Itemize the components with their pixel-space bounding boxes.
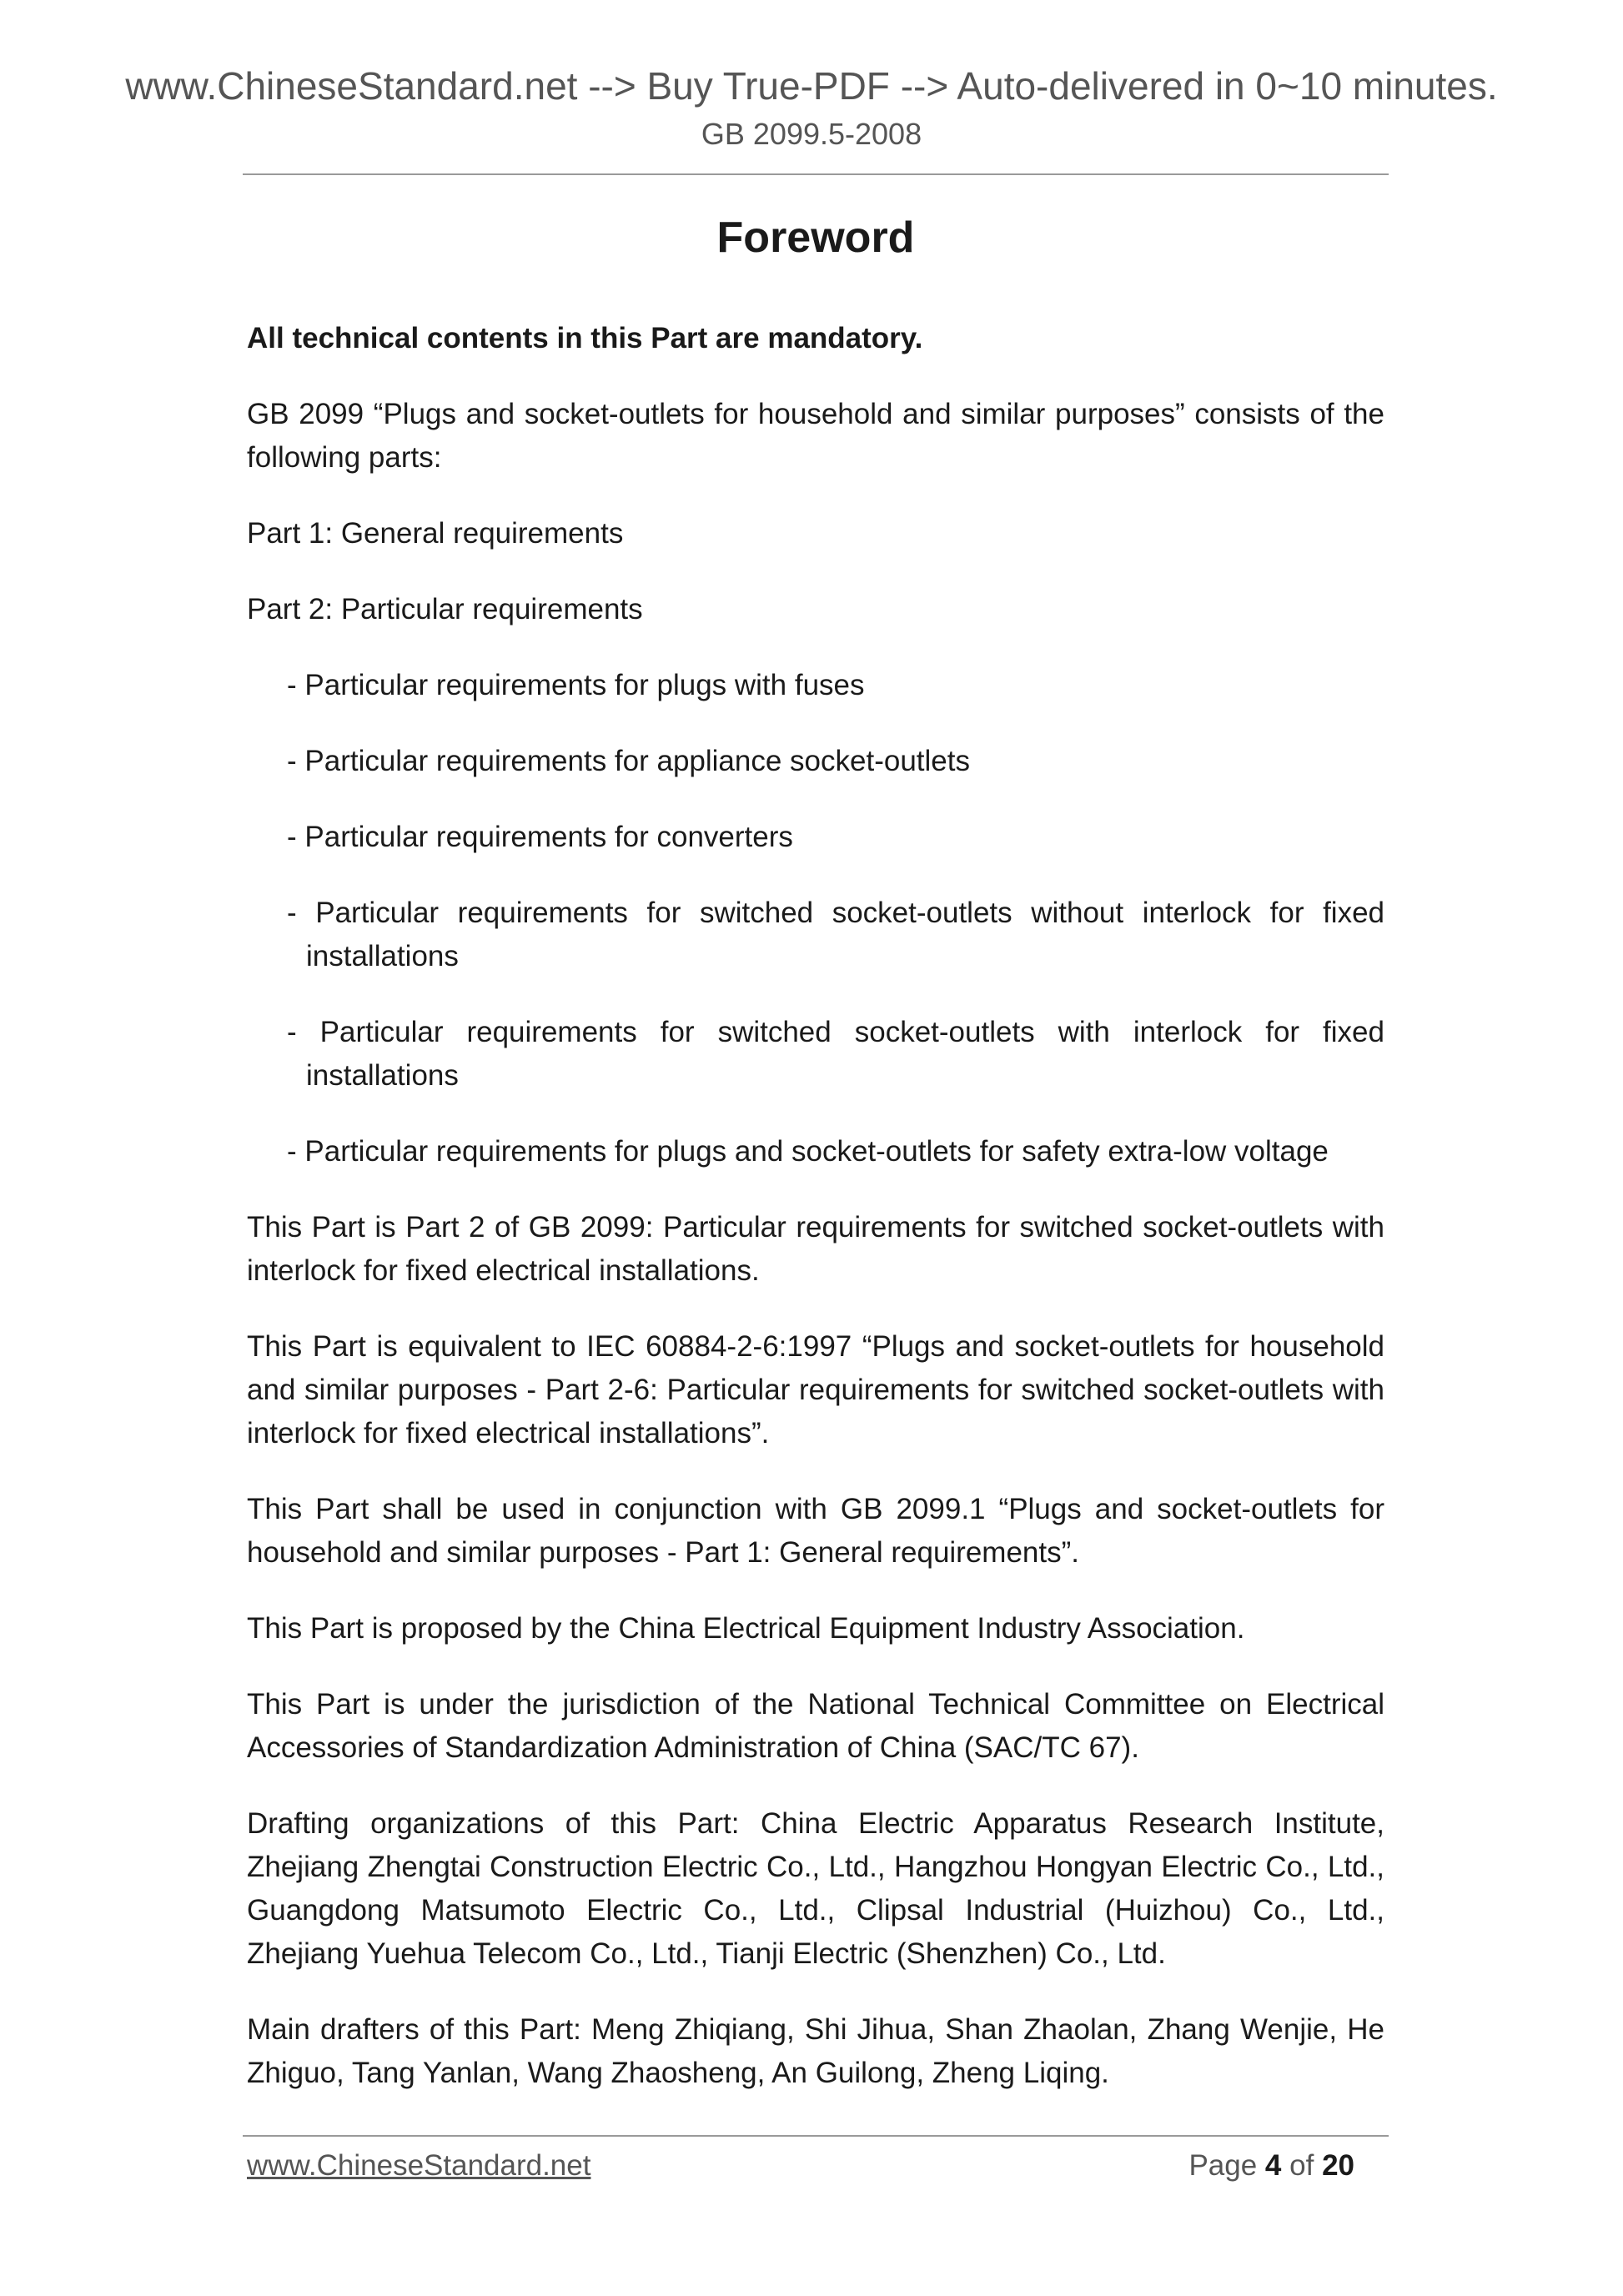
body-paragraph: Main drafters of this Part: Meng Zhiqiang, Shi Jihua, Shan Zhaolan, Zhang Wenjie, He Zhiguo, Tang Yanlan, Wang Zhaosheng, An Guilong, Zheng Liqing. xyxy=(247,2013,1384,2089)
total-pages: 20 xyxy=(1322,2149,1354,2182)
part-2-line: Part 2: Particular requirements xyxy=(247,593,643,625)
mandatory-statement: All technical contents in this Part are mandatory. xyxy=(247,322,923,354)
page-of-label: of xyxy=(1289,2149,1314,2182)
body-paragraph: This Part is equivalent to IEC 60884-2-6:1997 “Plugs and socket-outlets for household and similar purposes - Part 2-6: Particular requirements for switched socket-outlets with interlock for fixed electrical installations”. xyxy=(247,1330,1384,1449)
page-number xyxy=(1188,2149,1354,2183)
bullet-item: - Particular requirements for switched socket-outlets without interlock for fixed installations xyxy=(287,897,1384,972)
part-1-line: Part 1: General requirements xyxy=(247,517,624,550)
bullet-item: - Particular requirements for converters xyxy=(287,821,793,853)
current-page: 4 xyxy=(1264,2149,1282,2182)
header-banner: www.ChineseStandard.net --> Buy True-PDF --> Auto-delivered in 0~10 minutes. xyxy=(125,64,1498,108)
bullet-item: - Particular requirements for plugs and socket-outlets for safety extra-low voltage xyxy=(287,1135,1329,1168)
footer-divider xyxy=(243,2135,1389,2137)
bullet-item: - Particular requirements for appliance socket-outlets xyxy=(287,745,970,777)
body-paragraph: This Part shall be used in conjunction with GB 2099.1 “Plugs and socket-outlets for household and similar purposes - Part 1: General requirements”. xyxy=(247,1493,1384,1569)
footer-website-link[interactable]: www.ChineseStandard.net xyxy=(247,2149,591,2182)
intro-paragraph: GB 2099 “Plugs and socket-outlets for household and similar purposes” consists of the following parts: xyxy=(247,398,1384,474)
header-divider xyxy=(243,173,1389,175)
standard-number: GB 2099.5-2008 xyxy=(701,117,922,151)
body-paragraph: This Part is under the jurisdiction of the National Technical Committee on Electrical Accessories of Standardization Administration of China (SAC/TC 67). xyxy=(247,1688,1384,1764)
body-paragraph: Drafting organizations of this Part: China Electric Apparatus Research Institute, Zhejiang Zhengtai Construction Electric Co., Ltd., Hangzhou Hongyan Electric Co., Ltd., Guangdong Matsumoto Electric Co., Ltd., Clipsal Industrial (Huizhou) Co., Ltd., Zhejiang Yuehua Telecom Co., Ltd., Tianji Electric (Shenzhen) Co., Ltd. xyxy=(247,1807,1384,1970)
body-paragraph: This Part is proposed by the China Electrical Equipment Industry Association. xyxy=(247,1612,1245,1645)
document-body xyxy=(247,208,1384,2128)
body-paragraph: This Part is Part 2 of GB 2099: Particular requirements for switched socket-outlets with interlock for fixed electrical installations. xyxy=(247,1211,1384,1287)
page-label: Page xyxy=(1188,2149,1258,2182)
bullet-item: - Particular requirements for switched socket-outlets with interlock for fixed installations xyxy=(287,1016,1384,1092)
bullet-item: - Particular requirements for plugs with fuses xyxy=(287,669,865,701)
page-title: Foreword xyxy=(716,214,915,262)
